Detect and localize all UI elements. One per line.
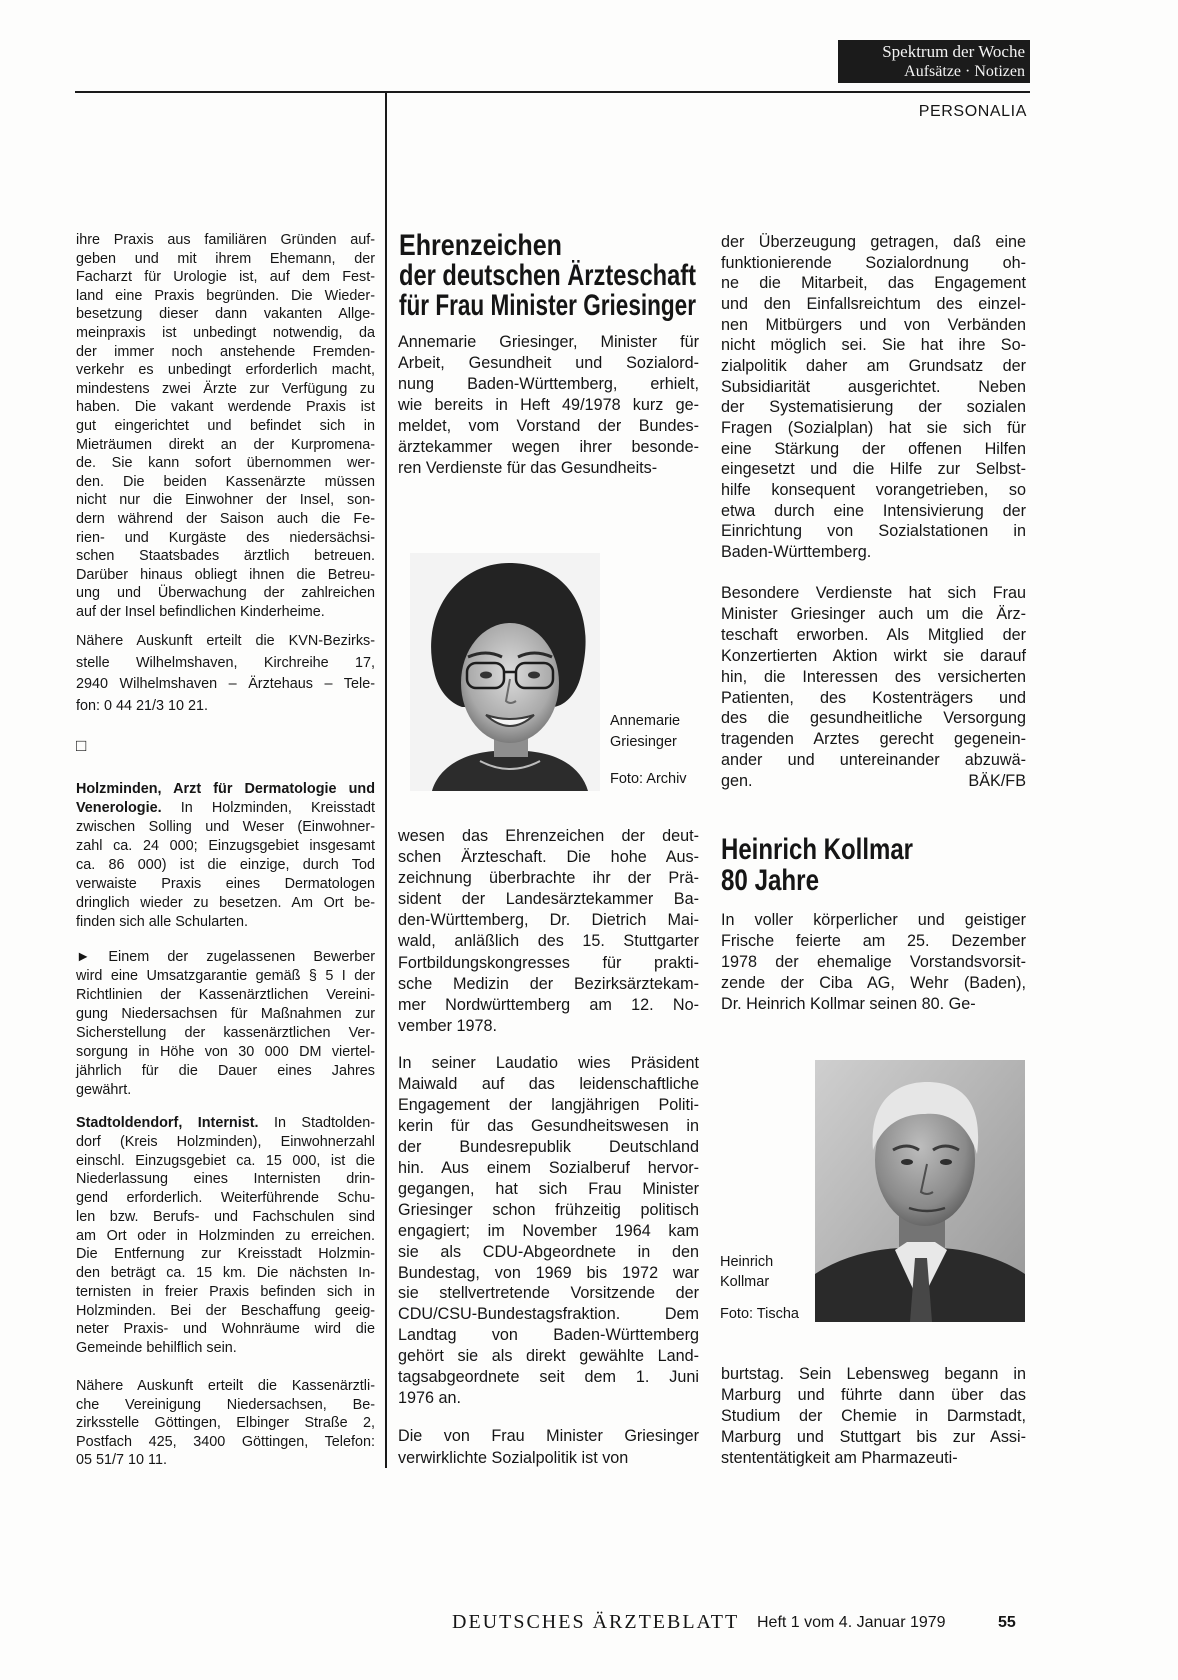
text-line: nicht möglich sei. Sie hat ihre So- [721, 336, 1026, 355]
text-line: eingesetzt und die Hilfe zur Selbst- [721, 460, 1026, 479]
text-line: schen Ärzteschaft. Die hohe Aus- [398, 848, 699, 867]
text-line: dorf (Kreis Holzminden), Einwohnerzahl [76, 1133, 375, 1150]
text-line: gewährt. [76, 1082, 132, 1098]
text-line: 1976 an. [398, 1389, 462, 1408]
text-line: wie bereits in Heft 49/1978 kurz ge- [398, 396, 699, 414]
text-line: de. Sie kann sofort übernommen wer- [76, 455, 375, 472]
photo-credit-griesinger: Foto: Archiv [610, 771, 687, 787]
notice-norderney-text [76, 231, 375, 621]
text-line: Stadtoldendorf, Internist. In Stadtolden- [76, 1115, 375, 1131]
photo-caption-kollmar [720, 1252, 810, 1292]
text-line: der immer noch anstehende Fremden- [76, 343, 375, 360]
article-griesinger-policy [398, 1425, 699, 1469]
article-griesinger-continuation [721, 232, 1026, 563]
text-line: In seiner Laudatio wies Präsident [398, 1054, 699, 1072]
headline-text: Ehrenzeichen [399, 230, 562, 261]
page-number: 55 [998, 1614, 1016, 1631]
article-kollmar-career [721, 1364, 1026, 1469]
headline-line [399, 290, 696, 321]
header-rule [75, 91, 1030, 93]
text-line: etwa durch eine Intensivierung der [721, 501, 1026, 520]
text-line: ren Verdienste für das Gesundheits- [398, 459, 658, 477]
text-line: zahl ca. 24 000; Einzugsgebiet insgesamt [76, 838, 375, 854]
text-line: Landtag von Baden-Württemberg [398, 1326, 699, 1345]
text-line: tragenden Arztes gerecht gegenein- [721, 730, 1026, 749]
text-line: engagiert; im November 1964 kam [398, 1221, 699, 1240]
text-line: Holzminden, Arzt für Dermatologie und [76, 781, 375, 797]
text-line: Gemeinde behilflich sein. [76, 1340, 237, 1356]
text-line: teschaft erworben. Als Mitglied der [721, 625, 1026, 644]
text-line: verkehr es unbedingt erforderlich macht, [76, 362, 375, 379]
article-griesinger-intro [398, 332, 699, 479]
text-line: zialpolitik daher am Grundsatz der [721, 357, 1026, 376]
headline-line [399, 230, 562, 261]
text-line: Venerologie. In Holzminden, Kreisstadt [76, 800, 375, 816]
text-line: auf der Insel befindlichen Kinderheime. [76, 603, 325, 620]
text-line: stententätigkeit am Pharmazeuti- [721, 1449, 958, 1467]
section-separator-box: □ [76, 736, 87, 755]
text-line: zirksstelle Göttingen, Elbinger Straße 2, [76, 1415, 375, 1431]
text-line: sident der Landesärztekammer Ba- [398, 890, 699, 909]
text-line: Fragen (Sozialplan) hat sie sich für [721, 419, 1026, 438]
text-line: gehört sie als direkt gewählte Land- [398, 1347, 699, 1366]
text-line: Nähere Auskunft erteilt die Kassenärztli- [76, 1378, 375, 1394]
text-line: len bzw. Berufs- und Fachschulen sind [76, 1208, 375, 1225]
text-line: finden sich alle Schularten. [76, 914, 248, 930]
text-line: ihre Praxis aus familiären Gründen auf- [76, 232, 375, 248]
text-line: haben. Die vakant werdende Praxis ist [76, 399, 375, 416]
text-line: burtstag. Sein Lebensweg begann in [721, 1365, 1026, 1383]
text-line: Frische feierte am 25. Dezember [721, 932, 1026, 950]
text-line: Heinrich [720, 1254, 774, 1270]
text-line: wesen das Ehrenzeichen der deut- [398, 827, 699, 845]
text-line: Marburg und führte dann über das [721, 1386, 1026, 1404]
text-line: Engagement der langjährigen Politi- [398, 1095, 699, 1114]
headline-text: der deutschen Ärzteschaft [399, 260, 696, 291]
text-line: wird eine Umsatzgarantie gemäß § 5 I der [76, 968, 375, 984]
text-line: schen Staatsbades ärztlich betreuen. [76, 548, 375, 565]
column-divider [385, 92, 387, 1468]
text-line: ander und untereinander abzuwä- [721, 751, 1026, 770]
article-griesinger-award [398, 826, 699, 1037]
text-line: sche Medizin der Bezirksärztekam- [398, 974, 699, 993]
text-line: Nähere Auskunft erteilt die KVN-Bezirks- [76, 633, 375, 649]
text-line: Maiwald auf das leidenschaftliche [398, 1074, 699, 1093]
notice-stadtoldendorf [76, 1114, 375, 1358]
text-line: Konzertierten Aktion wirkt sie darauf [721, 646, 1026, 665]
text-line: einschl. Einzugsgebiet ca. 15 000, ist die [76, 1152, 375, 1169]
text-line: den-Württemberg, Dr. Dietrich Mai- [398, 911, 699, 930]
text-line: vember 1978. [398, 1016, 497, 1035]
notice-sales-guarantee [76, 948, 375, 1100]
text-line: meldet, vom Vorstand der Bundes- [398, 417, 699, 435]
text-line: In voller körperlicher und geistiger [721, 911, 1026, 929]
text-line: gend erforderlich. Weiterführende Schu- [76, 1190, 375, 1206]
text-line: sie stellvertretende Vorsitzende der [398, 1284, 699, 1303]
text-line: dern während der Saison auch die Fe- [76, 510, 375, 527]
notice-holzminden [76, 780, 375, 932]
text-line: Griesinger schon frühzeitig politisch [398, 1200, 699, 1219]
text-line: Bundestag, von 1969 bis 1972 war [398, 1263, 699, 1282]
text-line: ung und Überwachung der zahlreichen [76, 585, 375, 602]
text-line: Einrichtung von Sozialstationen in [721, 522, 1026, 541]
text-line: Die Entfernung zur Kreisstadt Holzmin- [76, 1246, 375, 1263]
text-line: den. Die beiden Kassenärzte müssen [76, 473, 375, 490]
section-label: PERSONALIA [918, 103, 1027, 120]
photo-heinrich-kollmar [815, 1060, 1025, 1322]
article-kollmar-intro [721, 910, 1026, 1015]
text-line: geben und mit ihrem Ehemann, der [76, 250, 375, 267]
text-line: ca. 86 000) ist die einzige, durch Tod [76, 857, 375, 873]
text-line: zende der Ciba AG, Wehr (Baden), [721, 974, 1026, 992]
text-line: Kollmar [720, 1274, 770, 1290]
text-line: Holzminden. Bei der Beschaffung geeig- [76, 1302, 375, 1319]
text-line: hilfe konsequent vorangetrieben, so [721, 481, 1026, 500]
section-header-title: Spektrum der Woche [882, 42, 1025, 61]
text-line: der Überzeugung getragen, daß eine [721, 233, 1026, 251]
text-line: Patienten, des Kostenträgers und [721, 688, 1026, 707]
journal-title: DEUTSCHES ÄRZTEBLATT [452, 1611, 740, 1633]
text-line: funktionierende Sozialordnung oh- [721, 253, 1026, 272]
photo-caption-griesinger [610, 711, 700, 753]
text-line: ärztekammer wegen ihrer besonde- [398, 438, 699, 456]
headline-line [399, 260, 696, 291]
text-line: Richtlinien der Kassenärztlichen Vereini- [76, 987, 375, 1003]
text-line: Baden-Württemberg. [721, 543, 872, 562]
text-line: mindestens zwei Ärzte zur Verfügung zu [76, 380, 375, 397]
text-line: Annemarie Griesinger, Minister für [398, 333, 699, 351]
text-line: land eine Praxis begründen. Die Wieder- [76, 287, 375, 304]
text-line: zeichnung überbrachte ihr der Prä- [398, 869, 699, 888]
text-line: Sicherstellung der kassenärztlichen Ver- [76, 1025, 375, 1041]
headline-text: Heinrich Kollmar [721, 834, 913, 865]
text-line: 1978 der ehemalige Vorstandsvorsit- [721, 953, 1026, 971]
article-griesinger-laudatio [398, 1053, 699, 1409]
text-line: jährlich für die Dauer eines Jahres [76, 1063, 375, 1079]
text-line: Facharzt für Urologie ist, auf dem Fest- [76, 269, 375, 286]
notice-kvn-contact [76, 631, 375, 718]
text-line: besetzung dieser dann vakanten Allge- [76, 306, 375, 323]
text-line: tagsabgeordnete seit dem 1. Juni [398, 1368, 699, 1387]
section-header-subtitle: Aufsätze · Notizen [904, 63, 1025, 80]
text-line: ternisten in freier Praxis befinden sich in [76, 1283, 375, 1300]
text-line: 05 51/7 10 11. [76, 1452, 167, 1468]
text-line: Mieträumen direkt an der Kurpromena- [76, 436, 375, 453]
text-line: Niederlassung eines Internisten drin- [76, 1171, 375, 1188]
text-line: gegangen, hat sich Frau Minister [398, 1179, 699, 1198]
article-griesinger-merits [721, 583, 1026, 792]
text-line: dringlich wieder zu besetzen. Am Ort be- [76, 895, 375, 911]
headline-line [721, 834, 913, 865]
text-line: mer Nordwürttemberg am 12. No- [398, 995, 699, 1014]
text-line: sie als CDU-Abgeordnete in den [398, 1242, 699, 1261]
text-line: gut eingerichtet und befindet sich in [76, 417, 375, 434]
headline-line [721, 865, 819, 896]
text-line: hin, die Interessen des versicherten [721, 667, 1026, 686]
text-line: der Systematisierung der sozialen [721, 398, 1026, 417]
author-credit: BÄK/FB [968, 772, 1026, 791]
text-line: BÄK/FB gen. [721, 772, 1026, 791]
text-line: CDU/CSU-Bundestagsfraktion. Dem [398, 1305, 699, 1324]
text-line: Marburg und Stuttgart bis zur Assi- [721, 1428, 1026, 1446]
text-line: der Bundesrepublik Deutschland [398, 1137, 699, 1156]
text-line: nung Baden-Württemberg, erhielt, [398, 375, 699, 393]
notice-goettingen-contact [76, 1377, 375, 1470]
text-line: meinpraxis ist unbedingt notwendig, da [76, 324, 375, 341]
issue-info: Heft 1 vom 4. Januar 1979 [757, 1614, 946, 1631]
text-line: Fortbildungskongresses für prakti- [398, 953, 699, 972]
text-line: am Ort oder in Holzminden zu erreichen. [76, 1227, 375, 1244]
text-line: nicht nur die Einwohner der Insel, son- [76, 492, 375, 509]
text-line: fon: 0 44 21/3 10 21. [76, 698, 209, 715]
text-line: Minister Griesinger auch um die Ärz- [721, 604, 1026, 623]
text-line: Postfach 425, 3400 Göttingen, Telefon: [76, 1433, 375, 1450]
text-line: Arbeit, Gesundheit und Sozialord- [398, 354, 699, 372]
text-line: Besondere Verdienste hat sich Frau [721, 584, 1026, 602]
text-line: gung Niedersachsen für Maßnahmen zur [76, 1006, 375, 1022]
text-line: Darüber hinaus obliegt ihnen die Betreu- [76, 566, 375, 583]
text-line: rien- und Kurgäste des niedersächsi- [76, 529, 375, 546]
text-line: Studium der Chemie in Darmstadt, [721, 1407, 1026, 1425]
text-line: sorgung in Höhe von 30 000 DM viertel- [76, 1044, 375, 1060]
text-line: kerin für das Gesundheitswesen in [398, 1116, 699, 1135]
section-header-box [838, 40, 1030, 83]
text-line: verwaiste Praxis eines Dermatologen [76, 876, 375, 892]
text-line: den beträgt ca. 15 km. Die nächsten In- [76, 1265, 375, 1281]
headline-text: für Frau Minister Griesinger [399, 290, 696, 321]
text-line: Subsidiarität ausgerichtet. Neben [721, 377, 1026, 396]
text-line: neter Praxis- und Wohnräume wird die [76, 1321, 375, 1338]
text-line: Annemarie [610, 713, 681, 729]
text-line: hin. Aus einem Sozialberuf hervor- [398, 1158, 699, 1177]
text-line: und den Einfallsreichtum des einzel- [721, 295, 1026, 314]
text-line: eine Stärkung der offenen Hilfen [721, 439, 1026, 458]
text-line: nen Mitbürgers und von Verbänden [721, 315, 1026, 334]
text-line: 2940 Wilhelmshaven – Ärztehaus – Tele- [76, 676, 375, 693]
text-line: verwirklichte Sozialpolitik ist von [398, 1449, 629, 1467]
text-line: Die von Frau Minister Griesinger [398, 1427, 699, 1445]
text-line: ► Einem der zugelassenen Bewerber [76, 949, 375, 965]
headline-text: 80 Jahre [721, 865, 819, 896]
text-line: Dr. Heinrich Kollmar seinen 80. Ge- [721, 995, 976, 1013]
text-line: zwischen Solling und Weser (Einwohner- [76, 819, 375, 835]
text-line: ne die Mitarbeit, das Engagement [721, 274, 1026, 293]
text-line: Griesinger [610, 734, 677, 750]
text-line: wald, anläßlich des 15. Stuttgarter [398, 932, 699, 951]
text-line: stelle Wilhelmshaven, Kirchreihe 17, [76, 654, 375, 671]
text-line: che Vereinigung Niedersachsen, Be- [76, 1396, 375, 1413]
photo-annemarie-griesinger [410, 553, 600, 791]
photo-credit-kollmar: Foto: Tischa [720, 1306, 799, 1322]
text-line: des die gesundheitliche Versorgung [721, 709, 1026, 728]
